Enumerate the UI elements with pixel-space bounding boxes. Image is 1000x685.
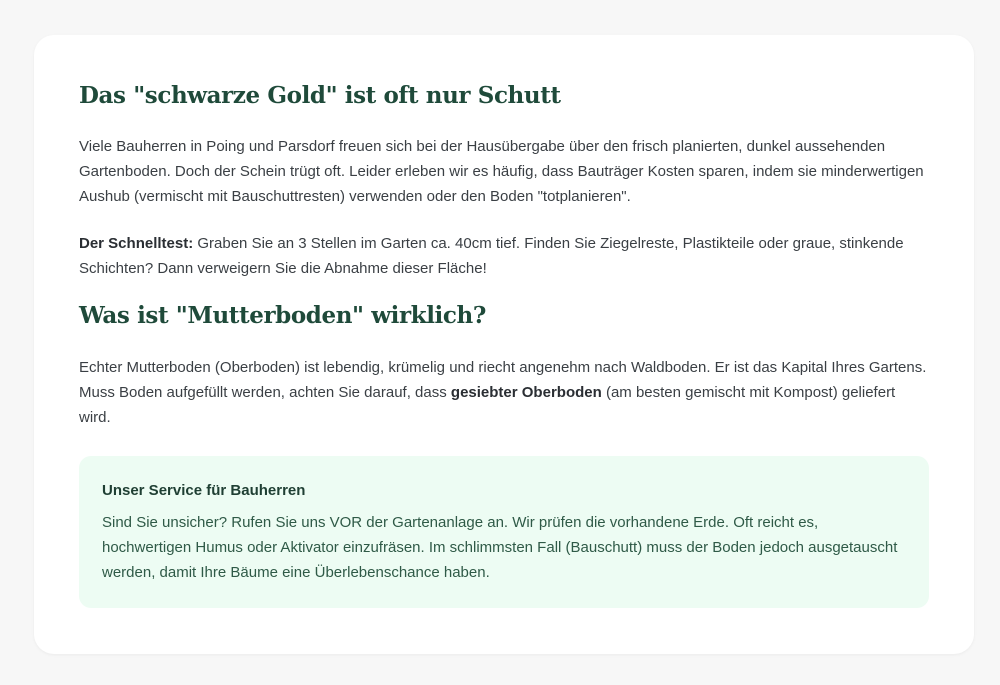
service-title: Unser Service für Bauherren [102,482,306,499]
service-callout-box [79,456,929,608]
article-card [34,35,974,654]
section-heading-black-gold: Das "schwarze Gold" ist oft nur Schutt [79,82,561,109]
topsoil-text-after: (am besten gemischt mit Kompost) geliefert wird. [79,384,896,426]
topsoil-bold-text: gesiebter Oberboden [450,384,602,401]
quicktest-paragraph [79,231,929,281]
service-text: Sind Sie unsicher? Rufen Sie uns VOR der Gartenanlage an. Wir prüfen die vorhandene Erde. Oft reicht es, hochwertigen Humus oder Aktivator einzufräsen. Im schlimmsten Fall (Bauschutt) muss der Boden jedoch ausgetauscht werden, damit Ihre Bäume eine Überlebenschance haben. [102,514,898,581]
quicktest-label: Der Schnelltest: [79,235,194,252]
section-heading-topsoil: Was ist "Mutterboden" wirklich? [79,302,486,329]
intro-paragraph: Viele Bauherren in Poing und Parsdorf freuen sich bei der Hausübergabe über den frisch planierten, dunkel aussehenden Gartenboden. Doch der Schein trügt oft. Leider erleben wir es häufig, dass Bauträger Kosten sparen, indem sie minderwertigen Aushub (vermischt mit Bauschuttresten) verwenden oder den Boden "totplanieren". [79,138,924,205]
topsoil-paragraph [79,355,929,430]
quicktest-text: Graben Sie an 3 Stellen im Garten ca. 40cm tief. Finden Sie Ziegelreste, Plastikteile oder graue, stinkende Schichten? Dann verweigern Sie die Abnahme dieser Fläche! [79,235,904,277]
topsoil-text-before: Echter Mutterboden (Oberboden) ist lebendig, krümelig und riecht angenehm nach Waldboden. Er ist das Kapital Ihres Gartens. Muss Boden aufgefüllt werden, achten Sie darauf, dass [79,359,927,401]
